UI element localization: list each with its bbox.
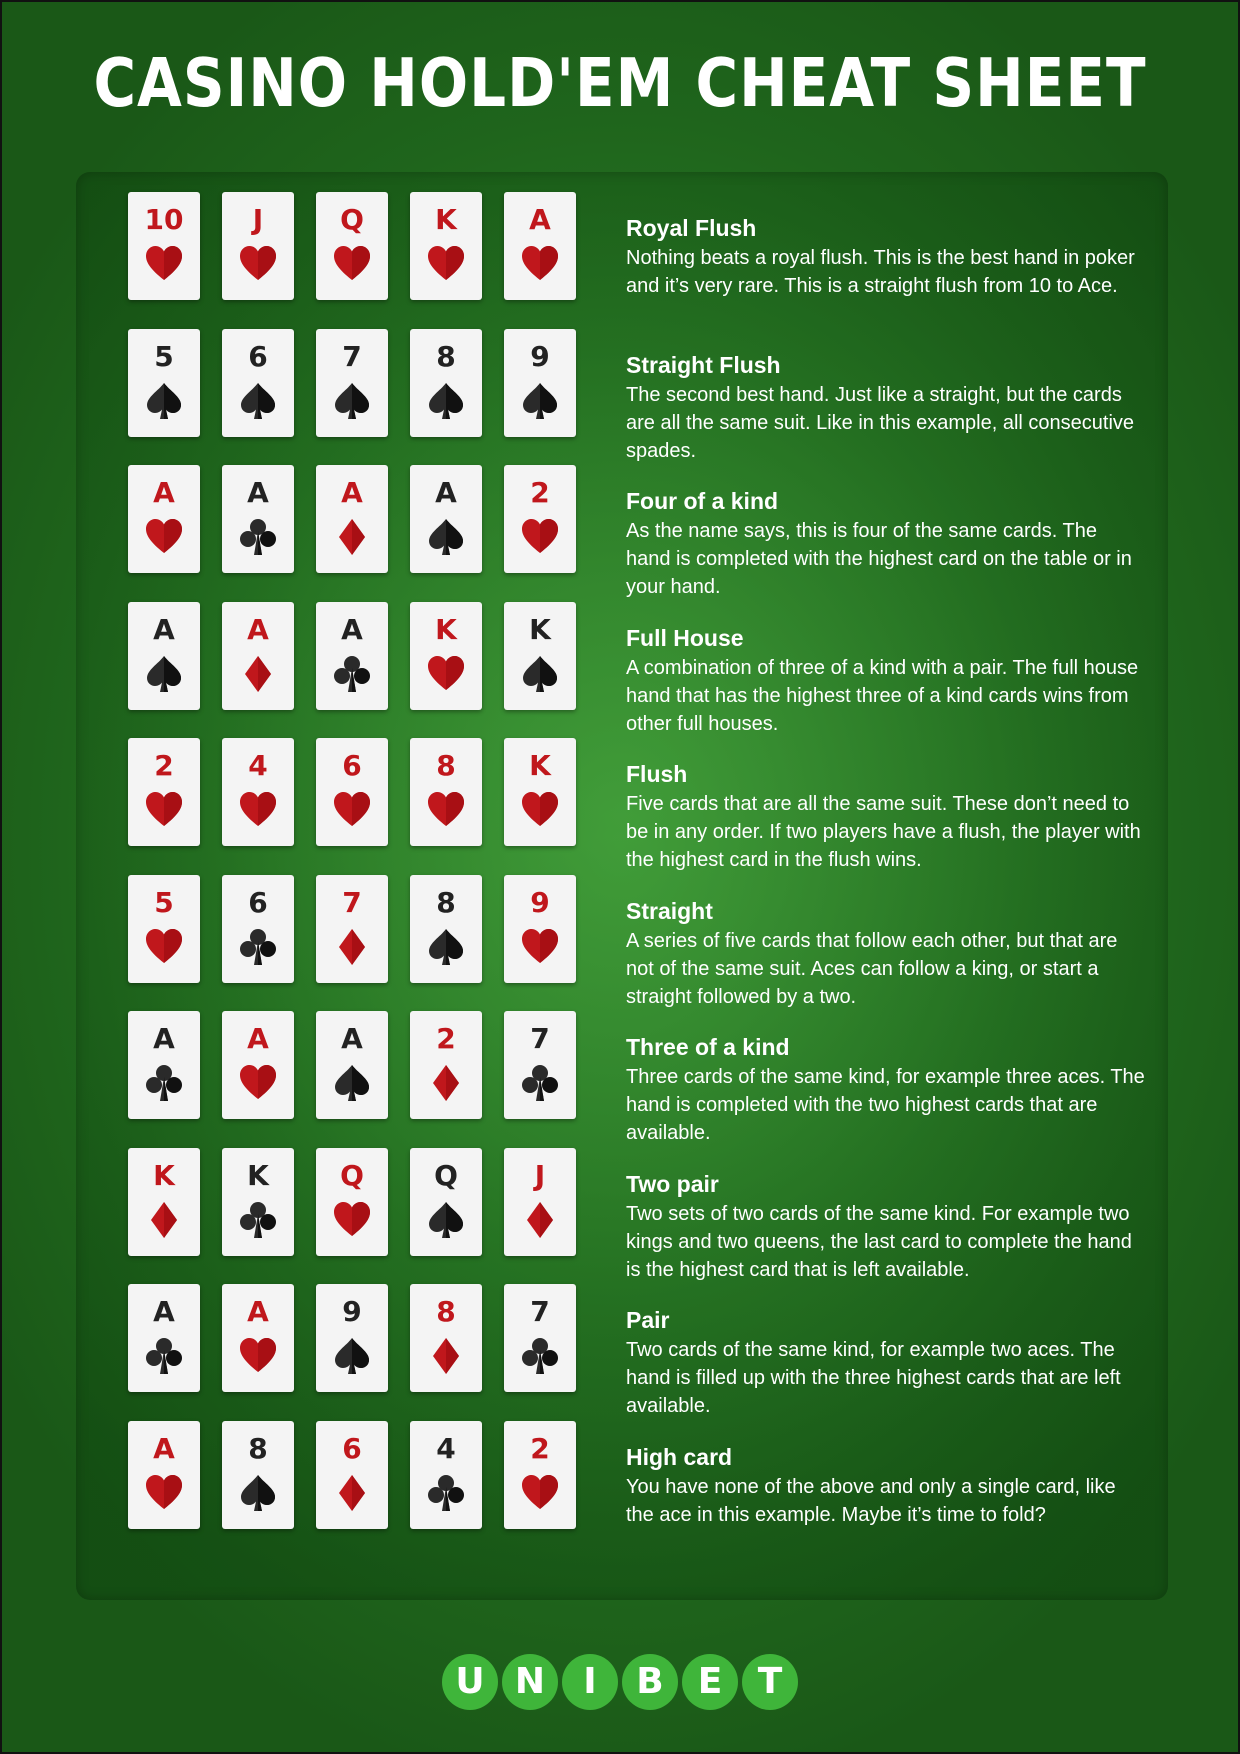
playing-card bbox=[410, 192, 482, 300]
card-rank: 10 bbox=[144, 203, 184, 236]
heart-icon bbox=[332, 244, 372, 284]
playing-card bbox=[504, 192, 576, 300]
heart-icon bbox=[238, 790, 278, 830]
unibet-logo bbox=[2, 1654, 1238, 1710]
diamond-icon bbox=[520, 1200, 560, 1240]
hand-description: A combination of three of a kind with a pair. The full house hand that has the highest three of a kind cards wins from other full houses. bbox=[626, 656, 1139, 735]
logo-letter: T bbox=[742, 1654, 798, 1710]
club-icon bbox=[238, 1200, 278, 1240]
spade-icon bbox=[332, 381, 372, 421]
heart-icon bbox=[520, 927, 560, 967]
card-rank: A bbox=[341, 612, 363, 646]
hand-description: A series of five cards that follow each other, but that are not of the same suit. Aces can follow a king, or start a straight followed by a two. bbox=[626, 929, 1118, 1008]
hand-description: Two cards of the same kind, for example two aces. The hand is filled up with the three highest cards that are left available. bbox=[626, 1339, 1121, 1417]
playing-card bbox=[222, 192, 294, 300]
hand-name: High card bbox=[626, 1443, 733, 1470]
card-rank: A bbox=[153, 1022, 175, 1055]
hand-row bbox=[76, 1128, 1168, 1281]
playing-card bbox=[316, 1148, 388, 1256]
hands-panel bbox=[76, 172, 1168, 1600]
playing-card bbox=[222, 875, 294, 983]
playing-card bbox=[222, 465, 294, 573]
hand-row bbox=[76, 855, 1168, 1008]
card-rank: K bbox=[529, 612, 551, 646]
diamond-icon bbox=[426, 1063, 466, 1103]
card-rank: 5 bbox=[154, 885, 174, 919]
playing-card bbox=[222, 1421, 294, 1529]
hand-description: The second best hand. Just like a straight, but the cards are all the same suit. Like in this example, all consecutive spades. bbox=[626, 383, 1135, 462]
playing-card bbox=[316, 1011, 388, 1119]
card-rank: A bbox=[435, 476, 457, 509]
heart-icon bbox=[426, 654, 466, 694]
spade-icon bbox=[332, 1063, 372, 1103]
logo-letter: I bbox=[562, 1654, 618, 1710]
playing-card bbox=[128, 1011, 200, 1119]
diamond-icon bbox=[332, 927, 372, 967]
spade-icon bbox=[238, 1473, 278, 1513]
club-icon bbox=[238, 517, 278, 557]
logo-letter: N bbox=[502, 1654, 558, 1710]
card-rank: K bbox=[153, 1158, 175, 1192]
spade-icon bbox=[426, 381, 466, 421]
card-rank: A bbox=[153, 1295, 175, 1328]
playing-card bbox=[222, 1148, 294, 1256]
hand-row bbox=[76, 172, 1168, 297]
card-rank: A bbox=[247, 476, 269, 509]
playing-card bbox=[504, 1284, 576, 1392]
card-rank: 9 bbox=[530, 885, 550, 919]
card-rank: 6 bbox=[248, 885, 268, 919]
playing-card bbox=[410, 738, 482, 846]
spade-icon bbox=[426, 1200, 466, 1240]
card-rank: Q bbox=[340, 1158, 364, 1192]
playing-card bbox=[222, 602, 294, 710]
heart-icon bbox=[144, 1473, 184, 1513]
playing-card bbox=[128, 875, 200, 983]
hand-row bbox=[76, 991, 1168, 1144]
playing-card bbox=[504, 465, 576, 573]
card-rank: A bbox=[247, 1022, 269, 1055]
hand-row bbox=[76, 582, 1168, 735]
playing-card bbox=[222, 738, 294, 846]
card-rank: A bbox=[529, 203, 551, 236]
hand-row bbox=[76, 309, 1168, 462]
hand-row bbox=[76, 718, 1168, 871]
page-title: CASINO HOLD'EM CHEAT SHEET bbox=[93, 43, 1147, 123]
card-rank: 9 bbox=[530, 339, 550, 373]
playing-card bbox=[504, 738, 576, 846]
heart-icon bbox=[520, 517, 560, 557]
playing-card bbox=[316, 1421, 388, 1529]
spade-icon bbox=[426, 927, 466, 967]
playing-card bbox=[316, 738, 388, 846]
playing-card bbox=[128, 465, 200, 573]
card-rank: K bbox=[435, 203, 457, 236]
spade-icon bbox=[426, 517, 466, 557]
playing-card bbox=[316, 875, 388, 983]
hand-description: Three cards of the same kind, for example three aces. The hand is completed with the two highest cards that are available. bbox=[626, 1066, 1145, 1144]
hand-name: Royal Flush bbox=[626, 215, 757, 241]
club-icon bbox=[144, 1336, 184, 1376]
playing-card bbox=[316, 1284, 388, 1392]
playing-card bbox=[128, 602, 200, 710]
diamond-icon bbox=[238, 654, 278, 694]
card-rank: K bbox=[247, 1158, 269, 1192]
playing-card bbox=[128, 1148, 200, 1256]
diamond-icon bbox=[332, 1473, 372, 1513]
card-rank: 6 bbox=[342, 1431, 362, 1465]
hand-description: Five cards that are all the same suit. These don’t need to be in any order. If two players have a flush, the player with the highest card in the flush wins. bbox=[626, 793, 1141, 871]
heart-icon bbox=[238, 1336, 278, 1376]
hand-info bbox=[626, 214, 1146, 300]
hand-description: As the name says, this is four of the same cards. The hand is completed with the highest card on the table or in your hand. bbox=[626, 520, 1132, 598]
club-icon bbox=[520, 1063, 560, 1103]
playing-card bbox=[410, 329, 482, 437]
playing-card bbox=[504, 1148, 576, 1256]
heart-icon bbox=[332, 1200, 372, 1240]
club-icon bbox=[426, 1473, 466, 1513]
card-rank: A bbox=[247, 612, 269, 646]
diamond-icon bbox=[426, 1336, 466, 1376]
playing-card bbox=[222, 1284, 294, 1392]
playing-card bbox=[504, 1421, 576, 1529]
card-rank: 7 bbox=[530, 1295, 550, 1328]
playing-card bbox=[410, 1011, 482, 1119]
playing-card bbox=[410, 602, 482, 710]
playing-card bbox=[128, 192, 200, 300]
playing-card bbox=[410, 465, 482, 573]
card-rank: 8 bbox=[436, 339, 456, 373]
playing-card bbox=[504, 875, 576, 983]
hand-name: Pair bbox=[626, 1307, 670, 1333]
club-icon bbox=[238, 927, 278, 967]
card-rank: 8 bbox=[436, 885, 456, 919]
card-rank: Q bbox=[340, 203, 364, 236]
heart-icon bbox=[144, 517, 184, 557]
spade-icon bbox=[144, 381, 184, 421]
card-rank: 9 bbox=[342, 1295, 362, 1328]
playing-card bbox=[316, 192, 388, 300]
card-rank: A bbox=[153, 1431, 175, 1465]
playing-card bbox=[316, 329, 388, 437]
card-rank: 8 bbox=[436, 1295, 456, 1328]
heart-icon bbox=[520, 1473, 560, 1513]
club-icon bbox=[332, 654, 372, 694]
card-rank: 2 bbox=[154, 749, 174, 782]
card-rank: 7 bbox=[342, 339, 362, 373]
logo-letter: U bbox=[442, 1654, 498, 1710]
spade-icon bbox=[520, 381, 560, 421]
card-rank: 7 bbox=[530, 1022, 550, 1055]
card-rank: A bbox=[153, 476, 175, 509]
playing-card bbox=[128, 329, 200, 437]
diamond-icon bbox=[332, 517, 372, 557]
hand-info bbox=[626, 1443, 1146, 1529]
heart-icon bbox=[426, 244, 466, 284]
club-icon bbox=[520, 1336, 560, 1376]
card-rank: 8 bbox=[248, 1431, 268, 1465]
playing-card bbox=[316, 465, 388, 573]
hand-row bbox=[76, 1264, 1168, 1417]
playing-card bbox=[222, 329, 294, 437]
hand-row bbox=[76, 1401, 1168, 1526]
hand-description: You have none of the above and only a single card, like the ace in this example. Maybe it’s time to fold? bbox=[626, 1475, 1116, 1526]
diamond-icon bbox=[144, 1200, 184, 1240]
card-rank: K bbox=[435, 612, 457, 646]
playing-card bbox=[410, 1421, 482, 1529]
spade-icon bbox=[238, 381, 278, 421]
hand-name: Four of a kind bbox=[626, 488, 779, 514]
card-rank: A bbox=[341, 1022, 363, 1055]
heart-icon bbox=[144, 790, 184, 830]
card-rank: 2 bbox=[436, 1022, 456, 1055]
card-rank: 2 bbox=[530, 476, 550, 509]
card-rank: 6 bbox=[342, 749, 362, 782]
card-rank: J bbox=[252, 203, 264, 236]
hand-row bbox=[76, 445, 1168, 598]
heart-icon bbox=[144, 244, 184, 284]
card-rank: A bbox=[341, 476, 363, 509]
card-rank: 8 bbox=[436, 749, 456, 782]
spade-icon bbox=[144, 654, 184, 694]
spade-icon bbox=[332, 1336, 372, 1376]
spade-icon bbox=[520, 654, 560, 694]
hand-description: Two sets of two cards of the same kind. For example two kings and two queens, the last card to complete the hand is the highest card that is left available. bbox=[626, 1202, 1132, 1281]
hand-name: Three of a kind bbox=[626, 1034, 790, 1060]
hand-name: Full House bbox=[626, 624, 744, 651]
hand-name: Two pair bbox=[626, 1170, 719, 1197]
card-rank: 4 bbox=[248, 749, 268, 782]
card-rank: 5 bbox=[154, 339, 174, 373]
playing-card bbox=[410, 875, 482, 983]
heart-icon bbox=[144, 927, 184, 967]
heart-icon bbox=[426, 790, 466, 830]
heart-icon bbox=[238, 244, 278, 284]
hand-name: Straight bbox=[626, 897, 713, 924]
heart-icon bbox=[520, 790, 560, 830]
card-rank: Q bbox=[434, 1158, 458, 1192]
playing-card bbox=[504, 1011, 576, 1119]
card-rank: J bbox=[534, 1158, 546, 1192]
card-rank: 4 bbox=[436, 1431, 456, 1465]
playing-card bbox=[504, 329, 576, 437]
hand-name: Straight Flush bbox=[626, 351, 781, 378]
heart-icon bbox=[520, 244, 560, 284]
hand-name: Flush bbox=[626, 761, 688, 787]
playing-card bbox=[410, 1284, 482, 1392]
logo-letter: E bbox=[682, 1654, 738, 1710]
heart-icon bbox=[332, 790, 372, 830]
club-icon bbox=[144, 1063, 184, 1103]
card-rank: A bbox=[153, 612, 175, 646]
playing-card bbox=[504, 602, 576, 710]
hand-description: Nothing beats a royal flush. This is the best hand in poker and it’s very rare. This is a straight flush from 10 to Ace. bbox=[626, 247, 1135, 297]
playing-card bbox=[128, 1421, 200, 1529]
logo-letter: B bbox=[622, 1654, 678, 1710]
card-rank: K bbox=[529, 749, 551, 782]
playing-card bbox=[128, 738, 200, 846]
playing-card bbox=[410, 1148, 482, 1256]
playing-card bbox=[316, 602, 388, 710]
card-rank: 6 bbox=[248, 339, 268, 373]
heart-icon bbox=[238, 1063, 278, 1103]
playing-card bbox=[128, 1284, 200, 1392]
playing-card bbox=[222, 1011, 294, 1119]
card-rank: A bbox=[247, 1295, 269, 1328]
card-rank: 7 bbox=[342, 885, 362, 919]
card-rank: 2 bbox=[530, 1431, 550, 1465]
